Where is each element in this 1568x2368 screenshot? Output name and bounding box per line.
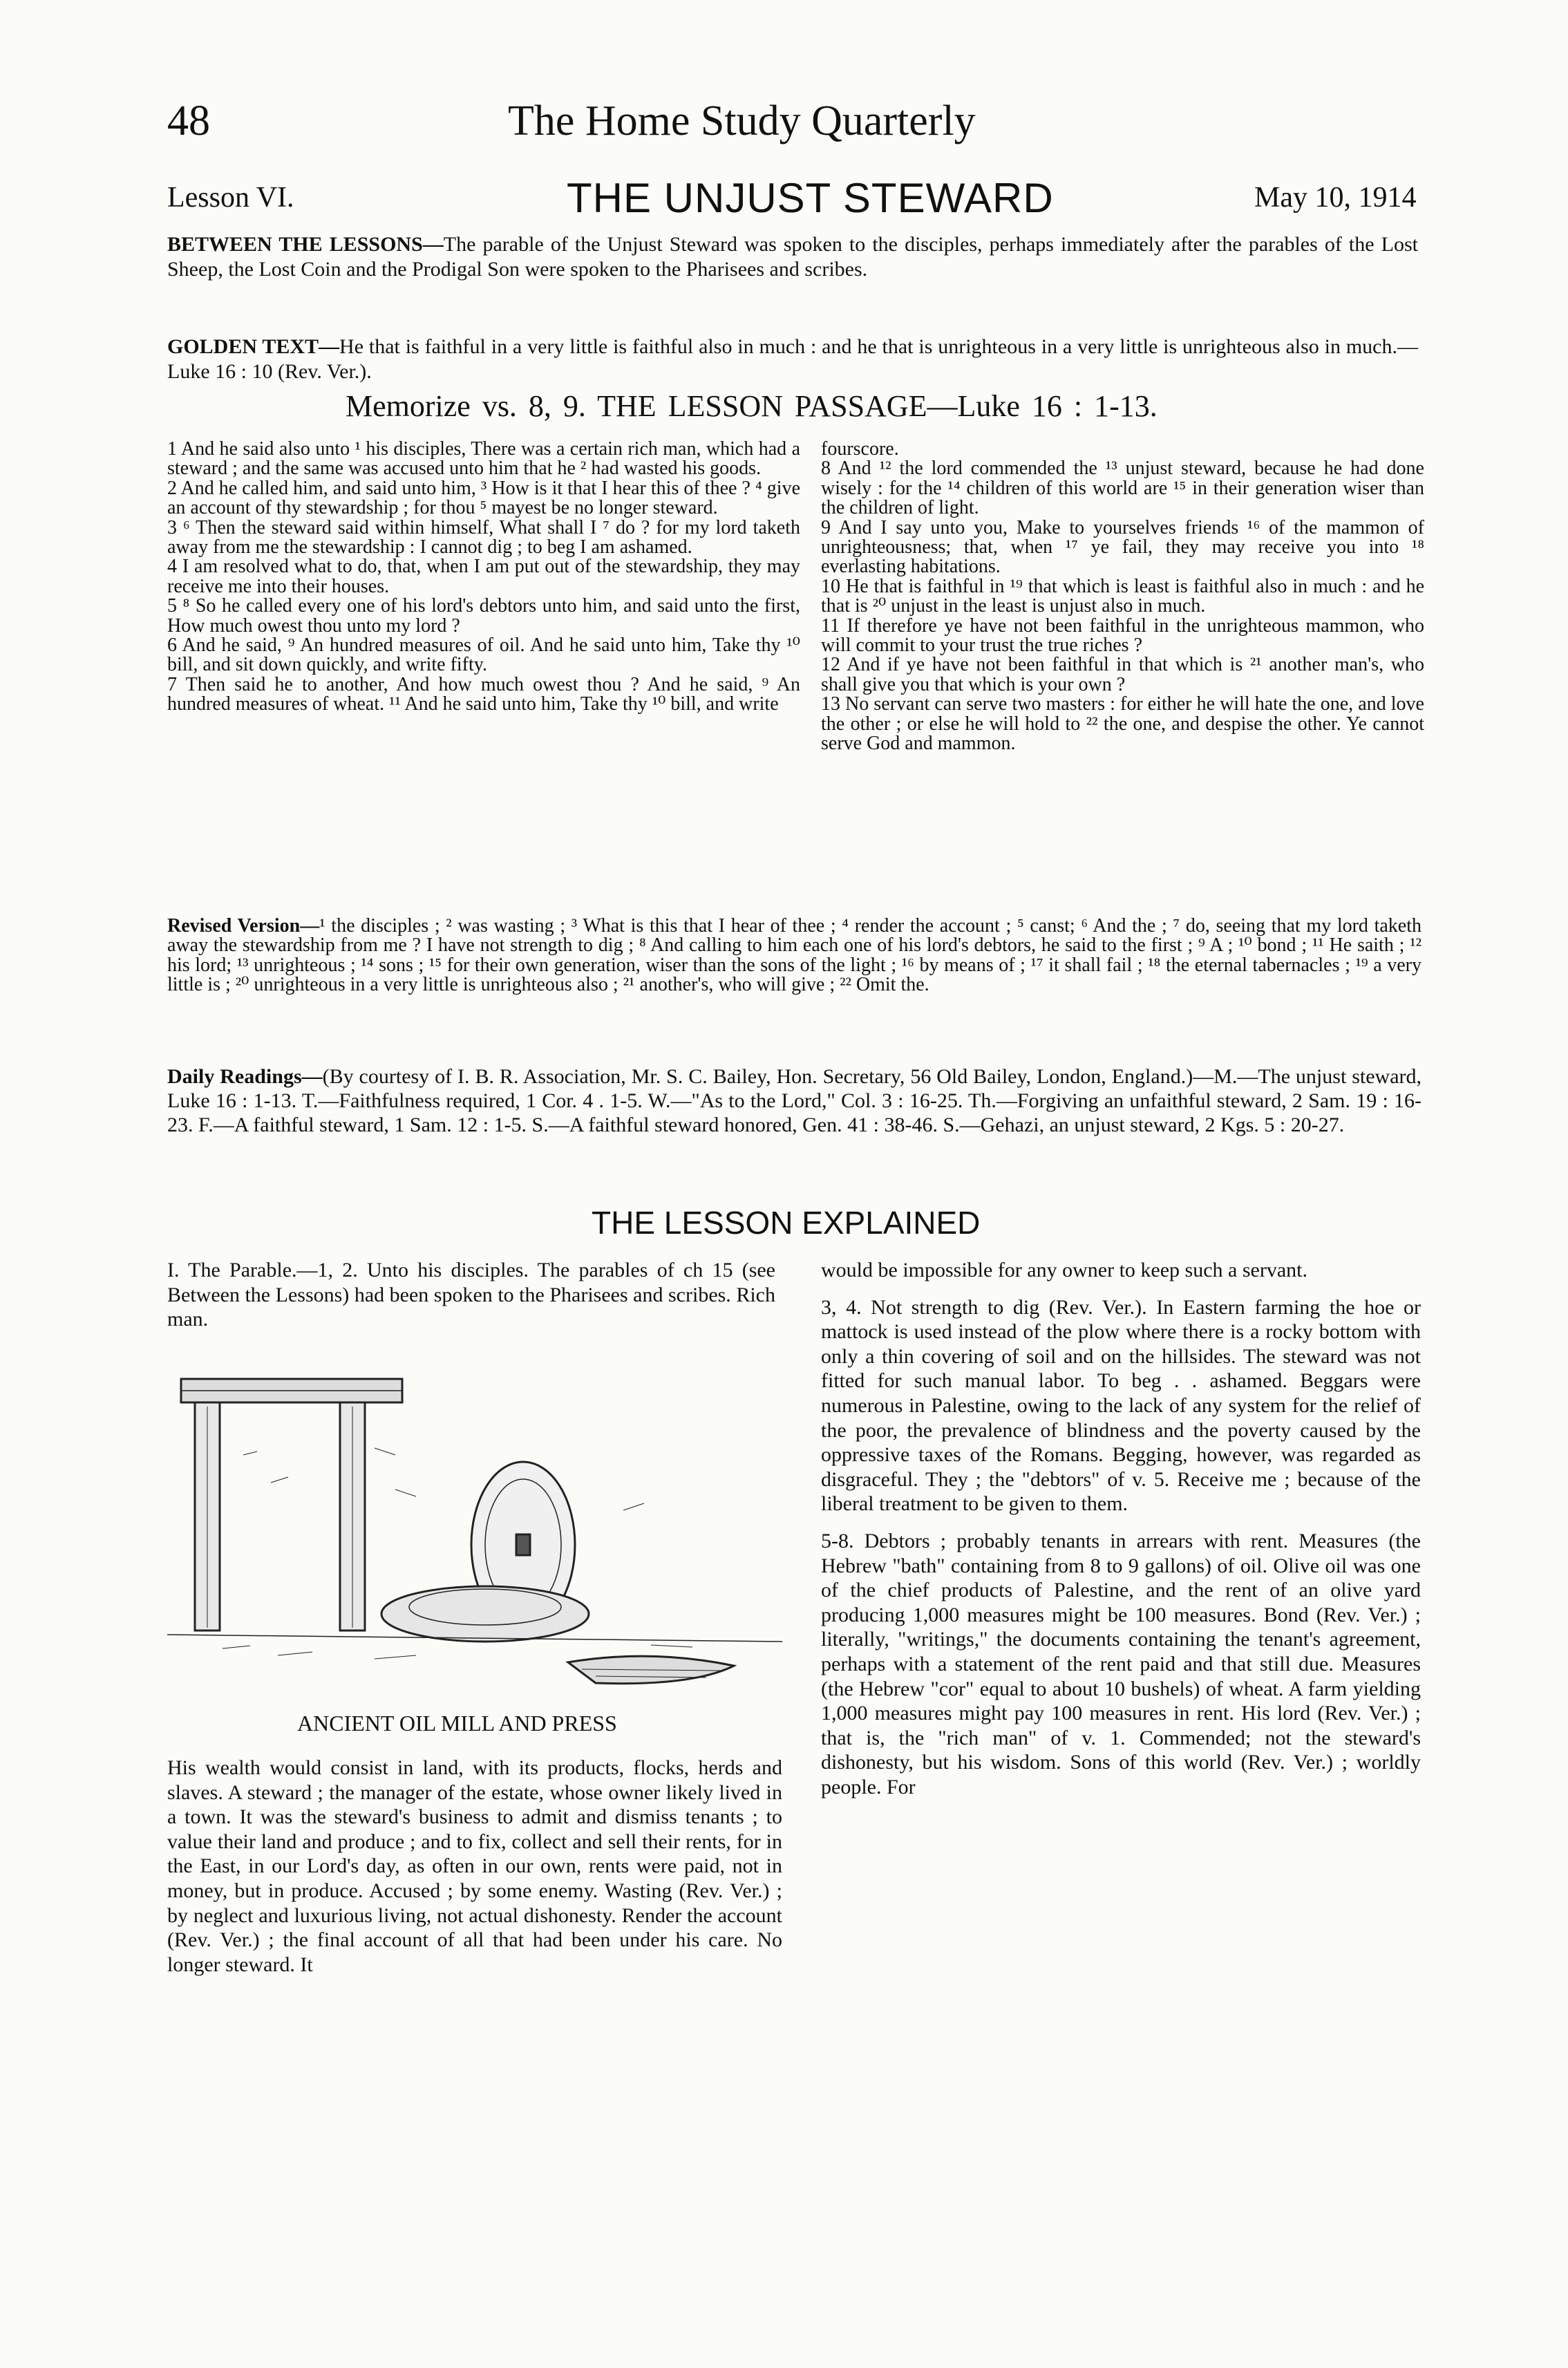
verse: 8 And ¹² the lord commended the ¹³ unjust steward, because he had done wisely : for the ¹⁴ children of this world are ¹⁵ in their generation wiser than the children of light. [821, 458, 1424, 519]
between-the-lessons [167, 232, 1418, 282]
golden-label: GOLDEN TEXT— [167, 335, 340, 358]
oil-mill-drawing [167, 1372, 782, 1704]
daily-readings [167, 1064, 1421, 1137]
explanation-paragraph: His wealth would consist in land, with its products, flocks, herds and slaves. A steward ; the manager of the estate, whose owner likely lived in a town. It was the steward's business to admit and dismiss tenants ; to value their land and produce ; and to fix, collect and sell their rents, for in the East, in our Lord's day, as often in our own, rents were paid, not in money, but in produce. Accused ; by some enemy. Wasting (Rev. Ver.) ; by neglect and luxurious living, not actual dishonesty. Render the account (Rev. Ver.) ; the final account of all that had been under his care. No longer steward. It [167, 1756, 782, 1976]
lesson-title: THE UNJUST STEWARD [567, 175, 1054, 221]
verse: 9 And I say unto you, Make to yourselves friends ¹⁶ of the mammon of unrighteousness; that, when ¹⁷ ye fail, they may receive you into ¹⁸ everlasting habitations. [821, 516, 1424, 578]
passage-left-column [167, 440, 800, 715]
explanation-paragraph: 3, 4. Not strength to dig (Rev. Ver.). In Eastern farming the hoe or mattock is used instead of the plow where there is a rocky bottom with only a thin covering of soil and on the hillsides. The steward was not fitted for such manual labor. To beg . . ashamed. Beggars were numerous in Palestine, owing to the lack of any system for the relief of the poor, the prevalence of blindness and the poverty caused by the oppressive taxes of the Romans. Begging, however, was regarded as disgraceful. They ; the "debtors" of v. 5. Receive me ; because of the liberal treatment to be given to them. [821, 1295, 1421, 1516]
lesson-date: May 10, 1914 [1254, 182, 1417, 214]
oil-mill-illustration [167, 1372, 782, 1704]
verse: 12 And if ye have not been faithful in that which is ²¹ another man's, who shall give you that which is your own ? [821, 654, 1424, 695]
explained-left-body [167, 1756, 782, 1989]
explanation-paragraph: would be impossible for any owner to keep such a servant. [821, 1259, 1307, 1281]
lesson-label: Lesson VI. [167, 182, 294, 214]
verse: 2 And he called him, and said unto him, ³ How is it that I hear this of thee ? ⁴ give an account of thy stewardship ; for thou ⁵ mayest be no longer steward. [167, 477, 800, 519]
revised-text: ¹ the disciples ; ² was wasting ; ³ What is this that I hear of thee ; ⁴ render the account ; ⁵ canst; ⁶ And the ; ⁷ do, seeing that my lord taketh away the stewardship from me ? I have not strength to dig ; ⁸ And calling to him each one of his lord's debtors, he said to the first ; ⁹ A ; ¹⁰ bond ; ¹¹ He saith ; ¹² his lord; ¹³ unrighteous ; ¹⁴ sons ; ¹⁵ for their own generation, wiser than the sons of the light ; ¹⁶ by means of ; ¹⁷ it shall fail ; ¹⁸ the eternal tabernacles ; ¹⁹ a very little is ; ²⁰ unrighteous in a very little is unrighteous also ; ²¹ another's, who will give ; ²² Omit the. [167, 915, 1421, 996]
verse: 7 Then said he to another, And how much owest thou ? And he said, ⁹ An hundred measures of wheat. ¹¹ And he said unto him, Take thy ¹⁰ bill, and write [167, 673, 800, 715]
verse: 13 No servant can serve two masters : for either he will hate the one, and love the other ; or else he will hold to ²² the one, and despise the other. Ye cannot serve God and mammon. [821, 693, 1424, 755]
golden-text [167, 335, 1418, 384]
verse: 11 If therefore ye have not been faithful in the unrighteous mammon, who will commit to your trust the true riches ? [821, 614, 1424, 657]
daily-text: (By courtesy of I. B. R. Association, Mr. S. C. Bailey, Hon. Secretary, 56 Old Bailey, London, England.)—M.—The unjust steward, Luke 16 : 1-13. T.—Faithfulness required, 1 Cor. 4 . 1-5. W.—"As to the Lord," Col. 3 : 16-25. Th.—Forgiving an unfaithful steward, 2 Sam. 19 : 16-23. F.—A faithful steward, 1 Sam. 12 : 1-5. S.—A faithful steward honored, Gen. 41 : 38-46. S.—Gehazi, an unjust steward, 2 Kgs. 5 : 20-27. [167, 1065, 1421, 1136]
explained-right-column [821, 1258, 1421, 1812]
revised-label: Revised Version— [167, 915, 320, 937]
verse: 3 ⁶ Then the steward said within himself, What shall I ⁷ do ? for my lord taketh away from me the stewardship : I cannot dig ; to beg I am ashamed. [167, 516, 800, 558]
verse: fourscore. [821, 438, 899, 460]
revised-version-notes [167, 917, 1421, 995]
verse: 4 I am resolved what to do, that, when I am put out of the stewardship, they may receive me into their houses. [167, 556, 800, 597]
verse: 6 And he said, ⁹ An hundred measures of oil. And he said unto him, Take thy ¹⁰ bill, and sit down quickly, and write fifty. [167, 635, 800, 676]
golden-body: He that is faithful in a very little is faithful also in much : and he that is unrighteous in a very little is unrighteous also in much.—Luke 16 : 10 (Rev. Ver.). [167, 335, 1419, 383]
running-title: The Home Study Quarterly [508, 97, 976, 144]
page-number: 48 [167, 97, 210, 144]
between-text: The parable of the Unjust Steward was spoken to the disciples, perhaps immediately after the parables of the Lost Sheep, the Lost Coin and the Prodigal Son were spoken to the Pharisees and scribes. [167, 233, 1418, 281]
between-label: BETWEEN THE LESSONS— [167, 233, 444, 256]
verse: 1 And he said also unto ¹ his disciples, There was a certain rich man, which had a steward ; and the same was accused unto him that he ² had wasted his goods. [167, 438, 800, 480]
explanation-paragraph: 5-8. Debtors ; probably tenants in arrears with rent. Measures (the Hebrew "bath" containing from 8 to 9 gallons) of oil. Olive oil was one of the chief products of Palestine, and the rent of an olive yard producing 1,000 measures might be 100 measures. Bond (Rev. Ver.) ; literally, "writings," the documents containing the tenant's agreement, perhaps with a statement of the rent paid and that still due. Measures (the Hebrew "cor" equal to about 10 bushels) of wheat. A farm yielding 1,000 measures might pay 100 measures in rent. His lord (Rev. Ver.) ; that is, the "rich man" of v. 1. Commended; not the steward's dishonesty, but his wisdom. Sons of this world (Rev. Ver.) ; worldly people. For [821, 1529, 1421, 1798]
memorize-line: Memorize vs. 8, 9. THE LESSON PASSAGE—Luke 16 : 1-13. [346, 389, 1158, 423]
figure-caption: ANCIENT OIL MILL AND PRESS [297, 1711, 617, 1736]
verse: 5 ⁸ So he called every one of his lord's debtors unto him, and said unto the first, How much owest thou unto my lord ? [167, 595, 800, 637]
explained-left-intro [167, 1258, 775, 1344]
section-heading: THE LESSON EXPLAINED [592, 1205, 981, 1241]
passage-right-column [821, 440, 1424, 754]
daily-label: Daily Readings— [167, 1065, 323, 1088]
explanation-paragraph: I. The Parable.—1, 2. Unto his disciples. The parables of ch 15 (see Between the Lessons) had been spoken to the Pharisees and scribes. Rich man. [167, 1259, 775, 1331]
verse: 10 He that is faithful in ¹⁹ that which is least is faithful also in much : and he that is ²⁰ unjust in the least is unjust also in much. [821, 575, 1424, 617]
